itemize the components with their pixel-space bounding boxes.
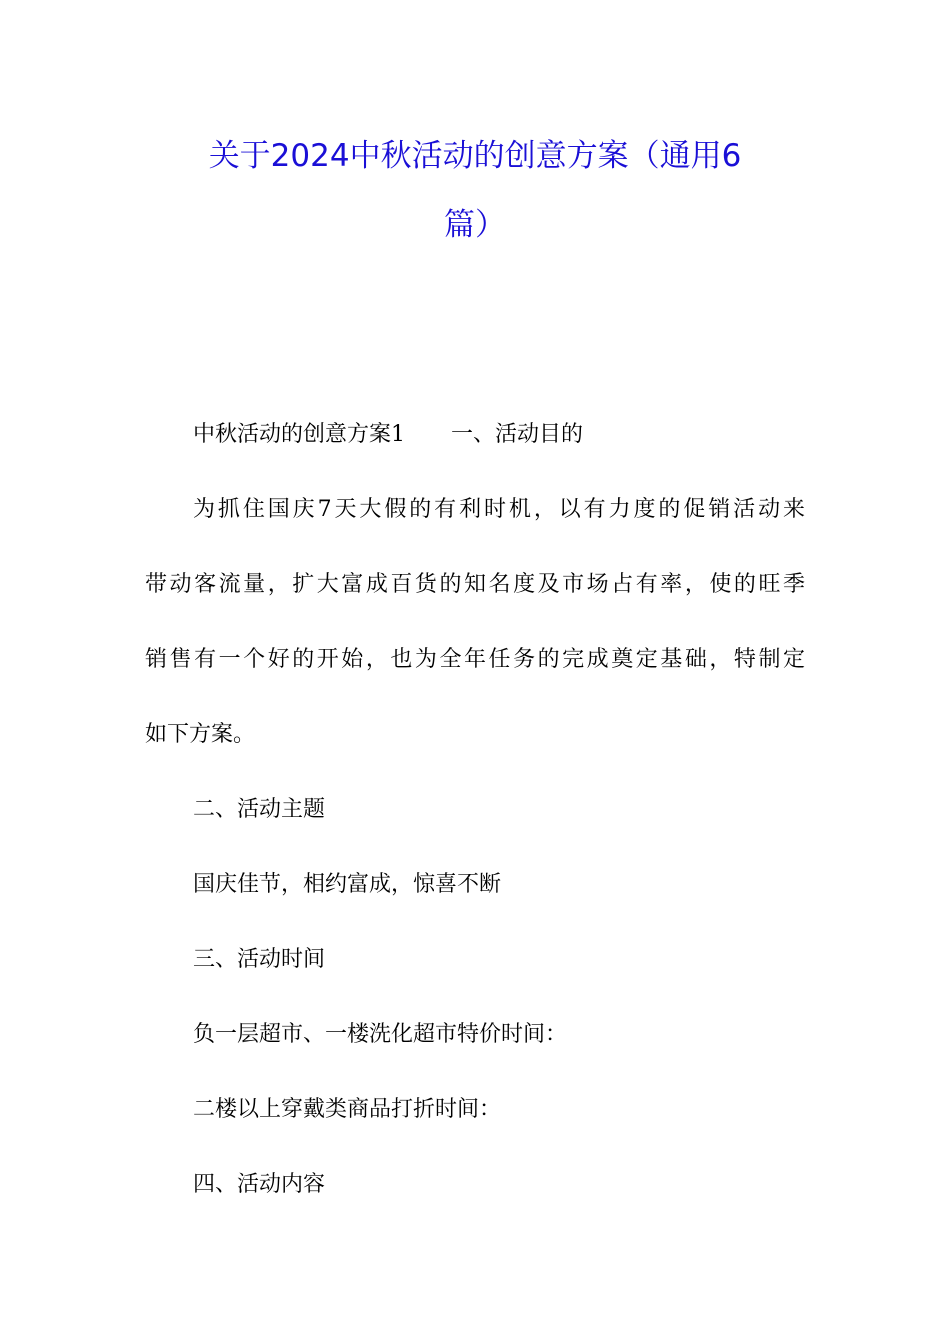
intro-label: 中秋活动的创意方案1	[193, 422, 405, 447]
document-title-line-2: 篇）	[444, 207, 506, 243]
section-1-heading: 一、活动目的	[451, 422, 584, 447]
section-3-heading: 三、活动时间	[193, 947, 326, 972]
intro-heading-row	[193, 420, 583, 450]
theme-text: 国庆佳节，相约富成，惊喜不断	[193, 872, 502, 897]
document-title-line-1: 关于2024中秋活动的创意方案（通用6	[208, 138, 742, 174]
time-line-2: 二楼以上穿戴类商品打折时间：	[193, 1097, 502, 1122]
purpose-line-2: 带动客流量，扩大富成百货的知名度及市场占有率，使的旺季	[145, 572, 805, 597]
purpose-line-3: 销售有一个好的开始，也为全年任务的完成奠定基础，特制定	[145, 647, 805, 672]
section-2-heading: 二、活动主题	[193, 797, 326, 822]
purpose-line-1: 为抓住国庆7天大假的有利时机，以有力度的促销活动来	[193, 497, 805, 522]
time-line-1: 负一层超市、一楼洗化超市特价时间：	[193, 1022, 568, 1047]
section-4-heading: 四、活动内容	[193, 1172, 326, 1197]
purpose-line-4: 如下方案。	[145, 722, 256, 747]
